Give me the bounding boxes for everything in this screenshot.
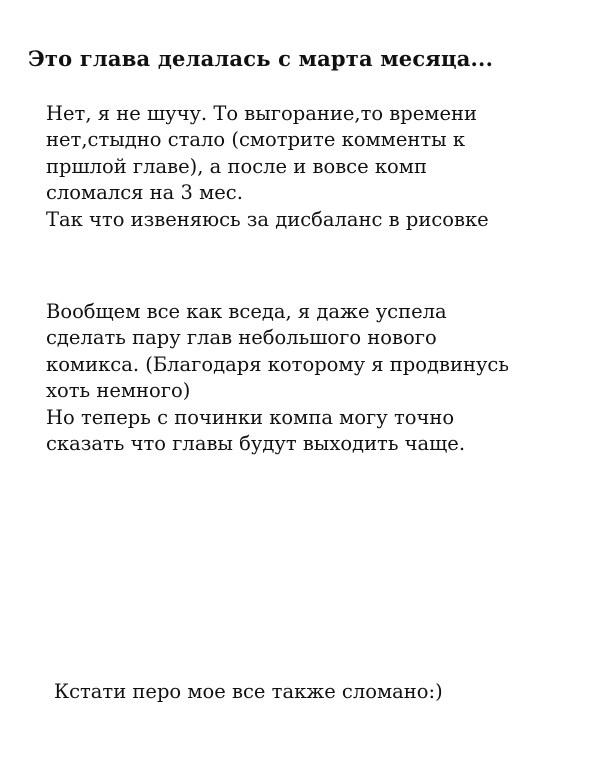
text-line: сделать пару глав небольшого нового: [46, 326, 437, 350]
text-line: пршлой главе), а после и вовсе комп: [46, 154, 427, 178]
footer-note: Кстати перо мое все также сломано:): [54, 680, 443, 703]
text-line: комикса. (Благодаря которому я продвинусь: [46, 352, 509, 376]
paragraph-apology: [46, 101, 606, 233]
paragraph-update: [46, 299, 606, 457]
text-line: сломался на 3 мес.: [46, 181, 243, 205]
page-title: Это глава делалась с марта месяца...: [28, 46, 494, 71]
text-line: хоть немного): [46, 379, 191, 403]
text-line: Нет, я не шучу. То выгорание,то времени: [46, 102, 477, 125]
text-line: Так что извеняюсь за дисбаланс в рисовке: [46, 207, 489, 231]
text-line: сказать что главы будут выходить чаще.: [46, 432, 466, 456]
text-line: Вообщем все как вседа, я даже успела: [46, 300, 447, 323]
text-line: нет,стыдно стало (смотрите комменты к: [46, 128, 466, 152]
text-line: Но теперь с починки компа могу точно: [46, 405, 455, 429]
